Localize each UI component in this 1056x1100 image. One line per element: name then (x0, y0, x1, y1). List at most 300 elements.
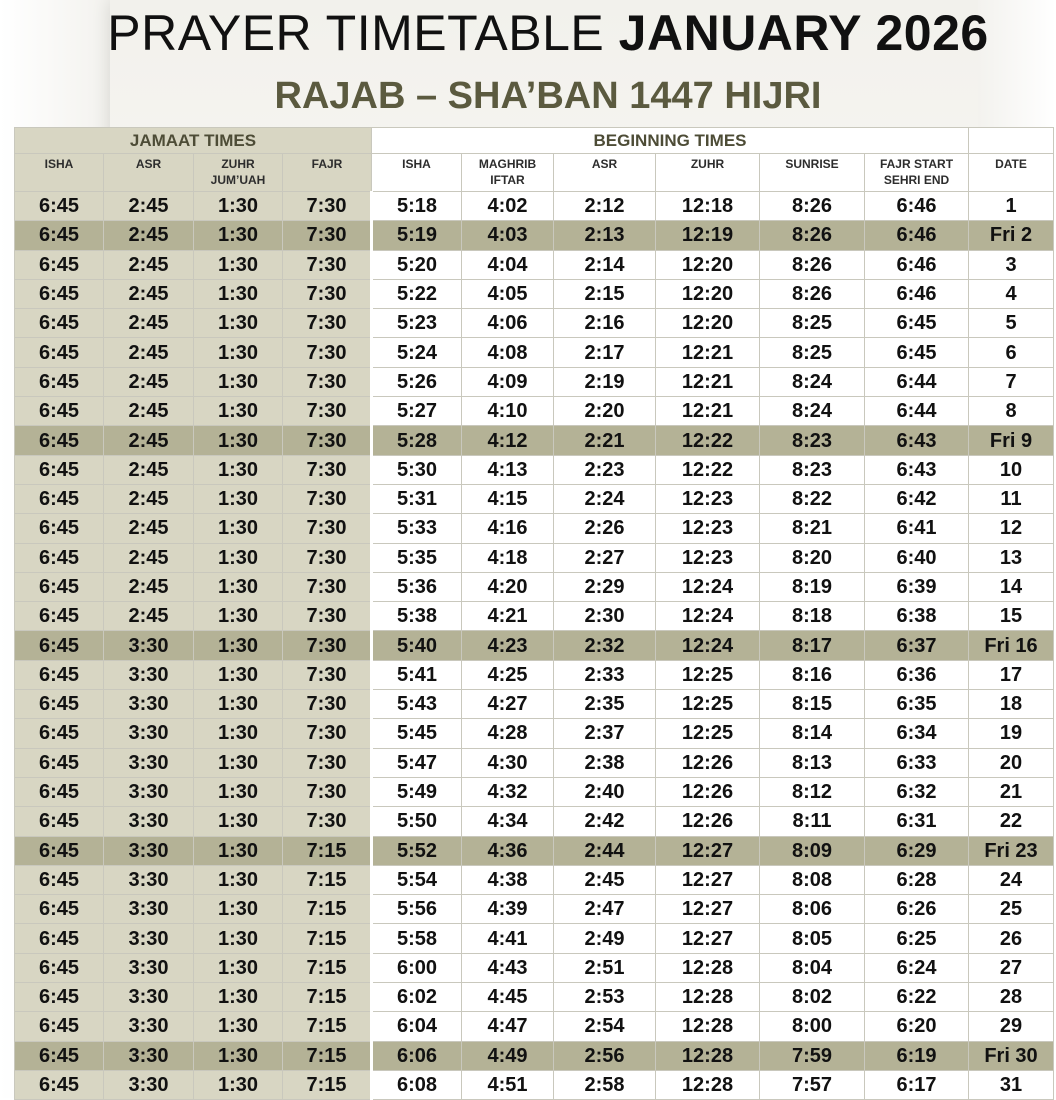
cell-begin-isha: 5:58 (372, 924, 462, 953)
cell-begin-sunrise: 7:57 (760, 1070, 865, 1099)
column-header-label: ZUHR (221, 157, 255, 171)
cell-begin-zuhr: 12:27 (656, 924, 760, 953)
cell-date: Fri 16 (969, 631, 1054, 660)
cell-begin-zuhr: 12:28 (656, 953, 760, 982)
cell-jamaat-isha: 6:45 (15, 983, 104, 1012)
cell-begin-fajr: 6:28 (865, 865, 969, 894)
group-header-blank (969, 128, 1054, 154)
cell-jamaat-isha: 6:45 (15, 924, 104, 953)
column-header-begin-asr (554, 154, 656, 192)
cell-jamaat-asr: 2:45 (104, 192, 194, 221)
cell-begin-zuhr: 12:18 (656, 192, 760, 221)
cell-begin-zuhr: 12:23 (656, 514, 760, 543)
cell-begin-isha: 5:31 (372, 484, 462, 513)
cell-begin-isha: 5:38 (372, 602, 462, 631)
cell-begin-zuhr: 12:25 (656, 690, 760, 719)
cell-begin-isha: 5:47 (372, 748, 462, 777)
cell-date: 25 (969, 895, 1054, 924)
table-row-friday (15, 631, 1054, 660)
cell-jamaat-zuhr: 1:30 (194, 455, 283, 484)
cell-begin-zuhr: 12:20 (656, 309, 760, 338)
cell-jamaat-fajr: 7:15 (283, 1012, 372, 1041)
cell-begin-sunrise: 7:59 (760, 1041, 865, 1070)
cell-date: 6 (969, 338, 1054, 367)
cell-begin-asr: 2:40 (554, 777, 656, 806)
cell-begin-maghrib: 4:10 (462, 397, 554, 426)
cell-jamaat-isha: 6:45 (15, 690, 104, 719)
cell-date: 31 (969, 1070, 1054, 1099)
cell-date: 15 (969, 602, 1054, 631)
cell-begin-zuhr: 12:27 (656, 895, 760, 924)
cell-jamaat-isha: 6:45 (15, 660, 104, 689)
cell-jamaat-fajr: 7:30 (283, 660, 372, 689)
cell-begin-fajr: 6:25 (865, 924, 969, 953)
cell-begin-sunrise: 8:24 (760, 397, 865, 426)
cell-jamaat-fajr: 7:30 (283, 426, 372, 455)
cell-begin-sunrise: 8:25 (760, 338, 865, 367)
cell-begin-asr: 2:37 (554, 719, 656, 748)
cell-jamaat-fajr: 7:30 (283, 777, 372, 806)
cell-jamaat-zuhr: 1:30 (194, 836, 283, 865)
cell-begin-asr: 2:16 (554, 309, 656, 338)
table-row (15, 1070, 1054, 1099)
cell-begin-asr: 2:49 (554, 924, 656, 953)
cell-jamaat-isha: 6:45 (15, 397, 104, 426)
column-header-jamaat-fajr (283, 154, 372, 192)
cell-begin-fajr: 6:46 (865, 221, 969, 250)
cell-begin-zuhr: 12:19 (656, 221, 760, 250)
cell-jamaat-fajr: 7:30 (283, 484, 372, 513)
cell-jamaat-fajr: 7:15 (283, 865, 372, 894)
cell-date: 5 (969, 309, 1054, 338)
table-row (15, 807, 1054, 836)
cell-date: Fri 23 (969, 836, 1054, 865)
cell-begin-sunrise: 8:16 (760, 660, 865, 689)
cell-begin-maghrib: 4:18 (462, 543, 554, 572)
cell-jamaat-isha: 6:45 (15, 192, 104, 221)
cell-begin-zuhr: 12:21 (656, 397, 760, 426)
table-row (15, 279, 1054, 308)
cell-jamaat-zuhr: 1:30 (194, 192, 283, 221)
cell-jamaat-isha: 6:45 (15, 455, 104, 484)
cell-begin-maghrib: 4:34 (462, 807, 554, 836)
cell-date: Fri 30 (969, 1041, 1054, 1070)
table-row (15, 777, 1054, 806)
table-row (15, 719, 1054, 748)
cell-jamaat-asr: 2:45 (104, 250, 194, 279)
cell-begin-maghrib: 4:30 (462, 748, 554, 777)
table-row (15, 543, 1054, 572)
cell-begin-fajr: 6:32 (865, 777, 969, 806)
cell-begin-asr: 2:35 (554, 690, 656, 719)
cell-date: 11 (969, 484, 1054, 513)
cell-begin-isha: 5:24 (372, 338, 462, 367)
column-header-label: SUNRISE (785, 157, 839, 171)
cell-jamaat-zuhr: 1:30 (194, 631, 283, 660)
cell-jamaat-asr: 2:45 (104, 221, 194, 250)
cell-begin-isha: 5:30 (372, 455, 462, 484)
table-row (15, 455, 1054, 484)
cell-jamaat-fajr: 7:30 (283, 221, 372, 250)
cell-begin-fajr: 6:31 (865, 807, 969, 836)
cell-begin-fajr: 6:44 (865, 397, 969, 426)
cell-date: 22 (969, 807, 1054, 836)
cell-jamaat-zuhr: 1:30 (194, 953, 283, 982)
cell-jamaat-fajr: 7:30 (283, 192, 372, 221)
cell-begin-isha: 6:08 (372, 1070, 462, 1099)
cell-date: 29 (969, 1012, 1054, 1041)
cell-begin-zuhr: 12:28 (656, 1041, 760, 1070)
cell-begin-asr: 2:30 (554, 602, 656, 631)
cell-begin-fajr: 6:36 (865, 660, 969, 689)
column-header-date (969, 154, 1054, 192)
cell-begin-zuhr: 12:23 (656, 484, 760, 513)
column-header-begin-maghrib (462, 154, 554, 192)
cell-begin-sunrise: 8:18 (760, 602, 865, 631)
cell-begin-sunrise: 8:26 (760, 250, 865, 279)
cell-begin-fajr: 6:46 (865, 192, 969, 221)
cell-begin-isha: 5:36 (372, 572, 462, 601)
table-row (15, 484, 1054, 513)
cell-jamaat-isha: 6:45 (15, 1012, 104, 1041)
cell-begin-fajr: 6:43 (865, 455, 969, 484)
cell-begin-zuhr: 12:24 (656, 572, 760, 601)
cell-begin-fajr: 6:26 (865, 895, 969, 924)
cell-begin-zuhr: 12:26 (656, 807, 760, 836)
column-header-label: FAJR START (879, 157, 954, 171)
cell-jamaat-isha: 6:45 (15, 572, 104, 601)
cell-jamaat-fajr: 7:30 (283, 602, 372, 631)
cell-jamaat-zuhr: 1:30 (194, 895, 283, 924)
cell-jamaat-asr: 3:30 (104, 953, 194, 982)
cell-begin-asr: 2:38 (554, 748, 656, 777)
cell-jamaat-zuhr: 1:30 (194, 367, 283, 396)
cell-jamaat-asr: 2:45 (104, 514, 194, 543)
cell-jamaat-isha: 6:45 (15, 250, 104, 279)
cell-begin-sunrise: 8:11 (760, 807, 865, 836)
cell-begin-asr: 2:47 (554, 895, 656, 924)
table-row-friday (15, 1041, 1054, 1070)
cell-begin-sunrise: 8:26 (760, 279, 865, 308)
timetable-body (15, 192, 1054, 1100)
cell-begin-fajr: 6:39 (865, 572, 969, 601)
table-row-friday (15, 836, 1054, 865)
column-header-jamaat-asr (104, 154, 194, 192)
cell-jamaat-asr: 3:30 (104, 719, 194, 748)
cell-jamaat-asr: 2:45 (104, 602, 194, 631)
cell-jamaat-zuhr: 1:30 (194, 924, 283, 953)
cell-jamaat-fajr: 7:15 (283, 1070, 372, 1099)
cell-date: 20 (969, 748, 1054, 777)
cell-begin-maghrib: 4:05 (462, 279, 554, 308)
cell-jamaat-isha: 6:45 (15, 221, 104, 250)
cell-jamaat-isha: 6:45 (15, 836, 104, 865)
cell-begin-asr: 2:12 (554, 192, 656, 221)
title-regular: PRAYER TIMETABLE (107, 5, 619, 61)
cell-jamaat-zuhr: 1:30 (194, 309, 283, 338)
cell-jamaat-asr: 2:45 (104, 279, 194, 308)
cell-begin-fajr: 6:37 (865, 631, 969, 660)
cell-begin-zuhr: 12:25 (656, 719, 760, 748)
cell-begin-fajr: 6:43 (865, 426, 969, 455)
cell-begin-sunrise: 8:04 (760, 953, 865, 982)
cell-jamaat-asr: 2:45 (104, 309, 194, 338)
column-header-label: ISHA (44, 157, 74, 171)
page-title (0, 4, 1056, 62)
cell-jamaat-isha: 6:45 (15, 484, 104, 513)
cell-jamaat-isha: 6:45 (15, 338, 104, 367)
cell-jamaat-fajr: 7:30 (283, 690, 372, 719)
cell-jamaat-asr: 3:30 (104, 1070, 194, 1099)
cell-jamaat-asr: 2:45 (104, 484, 194, 513)
cell-jamaat-zuhr: 1:30 (194, 1041, 283, 1070)
column-header-jamaat-isha (15, 154, 104, 192)
cell-jamaat-zuhr: 1:30 (194, 250, 283, 279)
table-row (15, 895, 1054, 924)
cell-begin-maghrib: 4:04 (462, 250, 554, 279)
cell-begin-isha: 5:52 (372, 836, 462, 865)
cell-jamaat-zuhr: 1:30 (194, 1070, 283, 1099)
cell-begin-maghrib: 4:28 (462, 719, 554, 748)
cell-begin-asr: 2:32 (554, 631, 656, 660)
group-header-beginning: BEGINNING TIMES (372, 128, 969, 154)
cell-jamaat-asr: 3:30 (104, 836, 194, 865)
cell-begin-asr: 2:23 (554, 455, 656, 484)
cell-begin-fajr: 6:22 (865, 983, 969, 1012)
cell-begin-fajr: 6:24 (865, 953, 969, 982)
cell-begin-fajr: 6:17 (865, 1070, 969, 1099)
table-row (15, 514, 1054, 543)
cell-jamaat-asr: 2:45 (104, 338, 194, 367)
cell-jamaat-asr: 2:45 (104, 543, 194, 572)
cell-begin-maghrib: 4:43 (462, 953, 554, 982)
cell-begin-fajr: 6:41 (865, 514, 969, 543)
cell-jamaat-fajr: 7:30 (283, 455, 372, 484)
cell-jamaat-zuhr: 1:30 (194, 221, 283, 250)
cell-jamaat-fajr: 7:30 (283, 397, 372, 426)
cell-jamaat-fajr: 7:15 (283, 983, 372, 1012)
cell-date: 17 (969, 660, 1054, 689)
cell-begin-zuhr: 12:20 (656, 279, 760, 308)
cell-begin-zuhr: 12:28 (656, 983, 760, 1012)
cell-begin-fajr: 6:46 (865, 279, 969, 308)
column-header-begin-zuhr (656, 154, 760, 192)
cell-begin-zuhr: 12:27 (656, 865, 760, 894)
cell-begin-zuhr: 12:22 (656, 455, 760, 484)
cell-jamaat-asr: 2:45 (104, 367, 194, 396)
cell-begin-asr: 2:20 (554, 397, 656, 426)
cell-begin-zuhr: 12:20 (656, 250, 760, 279)
table-row (15, 983, 1054, 1012)
table-row-friday (15, 221, 1054, 250)
cell-jamaat-zuhr: 1:30 (194, 572, 283, 601)
cell-date: 3 (969, 250, 1054, 279)
cell-jamaat-zuhr: 1:30 (194, 865, 283, 894)
column-header-row (15, 154, 1054, 192)
cell-begin-asr: 2:26 (554, 514, 656, 543)
cell-jamaat-fajr: 7:30 (283, 631, 372, 660)
cell-begin-zuhr: 12:22 (656, 426, 760, 455)
cell-begin-maghrib: 4:09 (462, 367, 554, 396)
cell-jamaat-isha: 6:45 (15, 631, 104, 660)
cell-begin-asr: 2:53 (554, 983, 656, 1012)
cell-jamaat-zuhr: 1:30 (194, 543, 283, 572)
table-row (15, 397, 1054, 426)
cell-jamaat-fajr: 7:15 (283, 1041, 372, 1070)
cell-begin-asr: 2:17 (554, 338, 656, 367)
cell-begin-zuhr: 12:28 (656, 1070, 760, 1099)
cell-begin-fajr: 6:44 (865, 367, 969, 396)
timetable (14, 127, 1054, 1100)
cell-begin-sunrise: 8:23 (760, 426, 865, 455)
cell-jamaat-zuhr: 1:30 (194, 426, 283, 455)
cell-begin-fajr: 6:29 (865, 836, 969, 865)
cell-begin-isha: 5:27 (372, 397, 462, 426)
cell-jamaat-zuhr: 1:30 (194, 807, 283, 836)
cell-jamaat-isha: 6:45 (15, 895, 104, 924)
column-header-label: ASR (591, 157, 618, 171)
cell-begin-asr: 2:19 (554, 367, 656, 396)
cell-begin-asr: 2:54 (554, 1012, 656, 1041)
cell-jamaat-isha: 6:45 (15, 543, 104, 572)
cell-begin-fajr: 6:40 (865, 543, 969, 572)
cell-jamaat-asr: 3:30 (104, 983, 194, 1012)
cell-jamaat-asr: 2:45 (104, 455, 194, 484)
table-row (15, 865, 1054, 894)
cell-jamaat-isha: 6:45 (15, 514, 104, 543)
cell-begin-zuhr: 12:24 (656, 631, 760, 660)
cell-jamaat-asr: 3:30 (104, 807, 194, 836)
cell-begin-asr: 2:56 (554, 1041, 656, 1070)
cell-jamaat-zuhr: 1:30 (194, 338, 283, 367)
cell-begin-sunrise: 8:25 (760, 309, 865, 338)
cell-jamaat-zuhr: 1:30 (194, 660, 283, 689)
cell-begin-isha: 5:43 (372, 690, 462, 719)
cell-date: 7 (969, 367, 1054, 396)
cell-begin-isha: 5:35 (372, 543, 462, 572)
cell-date: 8 (969, 397, 1054, 426)
cell-begin-isha: 5:22 (372, 279, 462, 308)
cell-begin-maghrib: 4:20 (462, 572, 554, 601)
cell-begin-maghrib: 4:23 (462, 631, 554, 660)
cell-begin-sunrise: 8:09 (760, 836, 865, 865)
column-header-begin-isha (372, 154, 462, 192)
cell-jamaat-fajr: 7:30 (283, 279, 372, 308)
group-header-jamaat: JAMAAT TIMES (15, 128, 372, 154)
cell-jamaat-asr: 2:45 (104, 426, 194, 455)
cell-jamaat-asr: 3:30 (104, 748, 194, 777)
cell-jamaat-zuhr: 1:30 (194, 719, 283, 748)
column-header-label: SEHRI END (883, 173, 950, 187)
cell-jamaat-asr: 3:30 (104, 1041, 194, 1070)
column-header-label: ISHA (402, 157, 431, 171)
cell-begin-fajr: 6:38 (865, 602, 969, 631)
table-row (15, 660, 1054, 689)
title-month: JANUARY 2026 (618, 5, 989, 61)
cell-begin-maghrib: 4:06 (462, 309, 554, 338)
cell-begin-maghrib: 4:02 (462, 192, 554, 221)
table-row (15, 338, 1054, 367)
table-row (15, 953, 1054, 982)
cell-jamaat-zuhr: 1:30 (194, 484, 283, 513)
cell-jamaat-isha: 6:45 (15, 1041, 104, 1070)
cell-jamaat-zuhr: 1:30 (194, 983, 283, 1012)
cell-jamaat-fajr: 7:30 (283, 514, 372, 543)
cell-date: 12 (969, 514, 1054, 543)
cell-begin-asr: 2:24 (554, 484, 656, 513)
cell-begin-maghrib: 4:47 (462, 1012, 554, 1041)
cell-begin-zuhr: 12:26 (656, 748, 760, 777)
cell-date: 27 (969, 953, 1054, 982)
cell-jamaat-isha: 6:45 (15, 865, 104, 894)
cell-begin-isha: 5:45 (372, 719, 462, 748)
cell-date: 13 (969, 543, 1054, 572)
cell-begin-asr: 2:13 (554, 221, 656, 250)
cell-jamaat-isha: 6:45 (15, 309, 104, 338)
cell-date: 14 (969, 572, 1054, 601)
cell-jamaat-zuhr: 1:30 (194, 777, 283, 806)
cell-begin-isha: 5:26 (372, 367, 462, 396)
cell-begin-asr: 2:44 (554, 836, 656, 865)
cell-jamaat-fajr: 7:15 (283, 895, 372, 924)
page-subtitle: RAJAB – SHA’BAN 1447 HIJRI (274, 75, 822, 117)
column-header-label: ASR (135, 157, 162, 171)
cell-begin-sunrise: 8:22 (760, 484, 865, 513)
cell-jamaat-zuhr: 1:30 (194, 690, 283, 719)
cell-jamaat-asr: 3:30 (104, 660, 194, 689)
cell-begin-isha: 5:28 (372, 426, 462, 455)
cell-jamaat-isha: 6:45 (15, 777, 104, 806)
cell-jamaat-zuhr: 1:30 (194, 397, 283, 426)
cell-begin-zuhr: 12:21 (656, 338, 760, 367)
cell-begin-fajr: 6:42 (865, 484, 969, 513)
cell-begin-zuhr: 12:28 (656, 1012, 760, 1041)
cell-begin-sunrise: 8:15 (760, 690, 865, 719)
cell-begin-zuhr: 12:27 (656, 836, 760, 865)
cell-begin-sunrise: 8:23 (760, 455, 865, 484)
cell-jamaat-fajr: 7:15 (283, 953, 372, 982)
cell-date: 21 (969, 777, 1054, 806)
cell-begin-isha: 5:19 (372, 221, 462, 250)
cell-begin-isha: 5:23 (372, 309, 462, 338)
cell-begin-sunrise: 8:24 (760, 367, 865, 396)
cell-begin-maghrib: 4:38 (462, 865, 554, 894)
table-row (15, 602, 1054, 631)
cell-jamaat-fajr: 7:15 (283, 836, 372, 865)
cell-jamaat-isha: 6:45 (15, 367, 104, 396)
cell-begin-isha: 5:54 (372, 865, 462, 894)
cell-begin-maghrib: 4:51 (462, 1070, 554, 1099)
cell-begin-maghrib: 4:39 (462, 895, 554, 924)
cell-begin-sunrise: 8:17 (760, 631, 865, 660)
cell-begin-fajr: 6:20 (865, 1012, 969, 1041)
cell-jamaat-asr: 3:30 (104, 631, 194, 660)
cell-begin-maghrib: 4:15 (462, 484, 554, 513)
cell-begin-isha: 5:41 (372, 660, 462, 689)
cell-jamaat-isha: 6:45 (15, 719, 104, 748)
cell-begin-isha: 5:18 (372, 192, 462, 221)
cell-begin-sunrise: 8:13 (760, 748, 865, 777)
cell-jamaat-fajr: 7:30 (283, 807, 372, 836)
cell-begin-fajr: 6:35 (865, 690, 969, 719)
cell-begin-isha: 5:20 (372, 250, 462, 279)
cell-jamaat-fajr: 7:30 (283, 367, 372, 396)
table-row (15, 748, 1054, 777)
cell-date: Fri 9 (969, 426, 1054, 455)
table-row (15, 924, 1054, 953)
cell-begin-maghrib: 4:16 (462, 514, 554, 543)
column-header-begin-sunrise (760, 154, 865, 192)
